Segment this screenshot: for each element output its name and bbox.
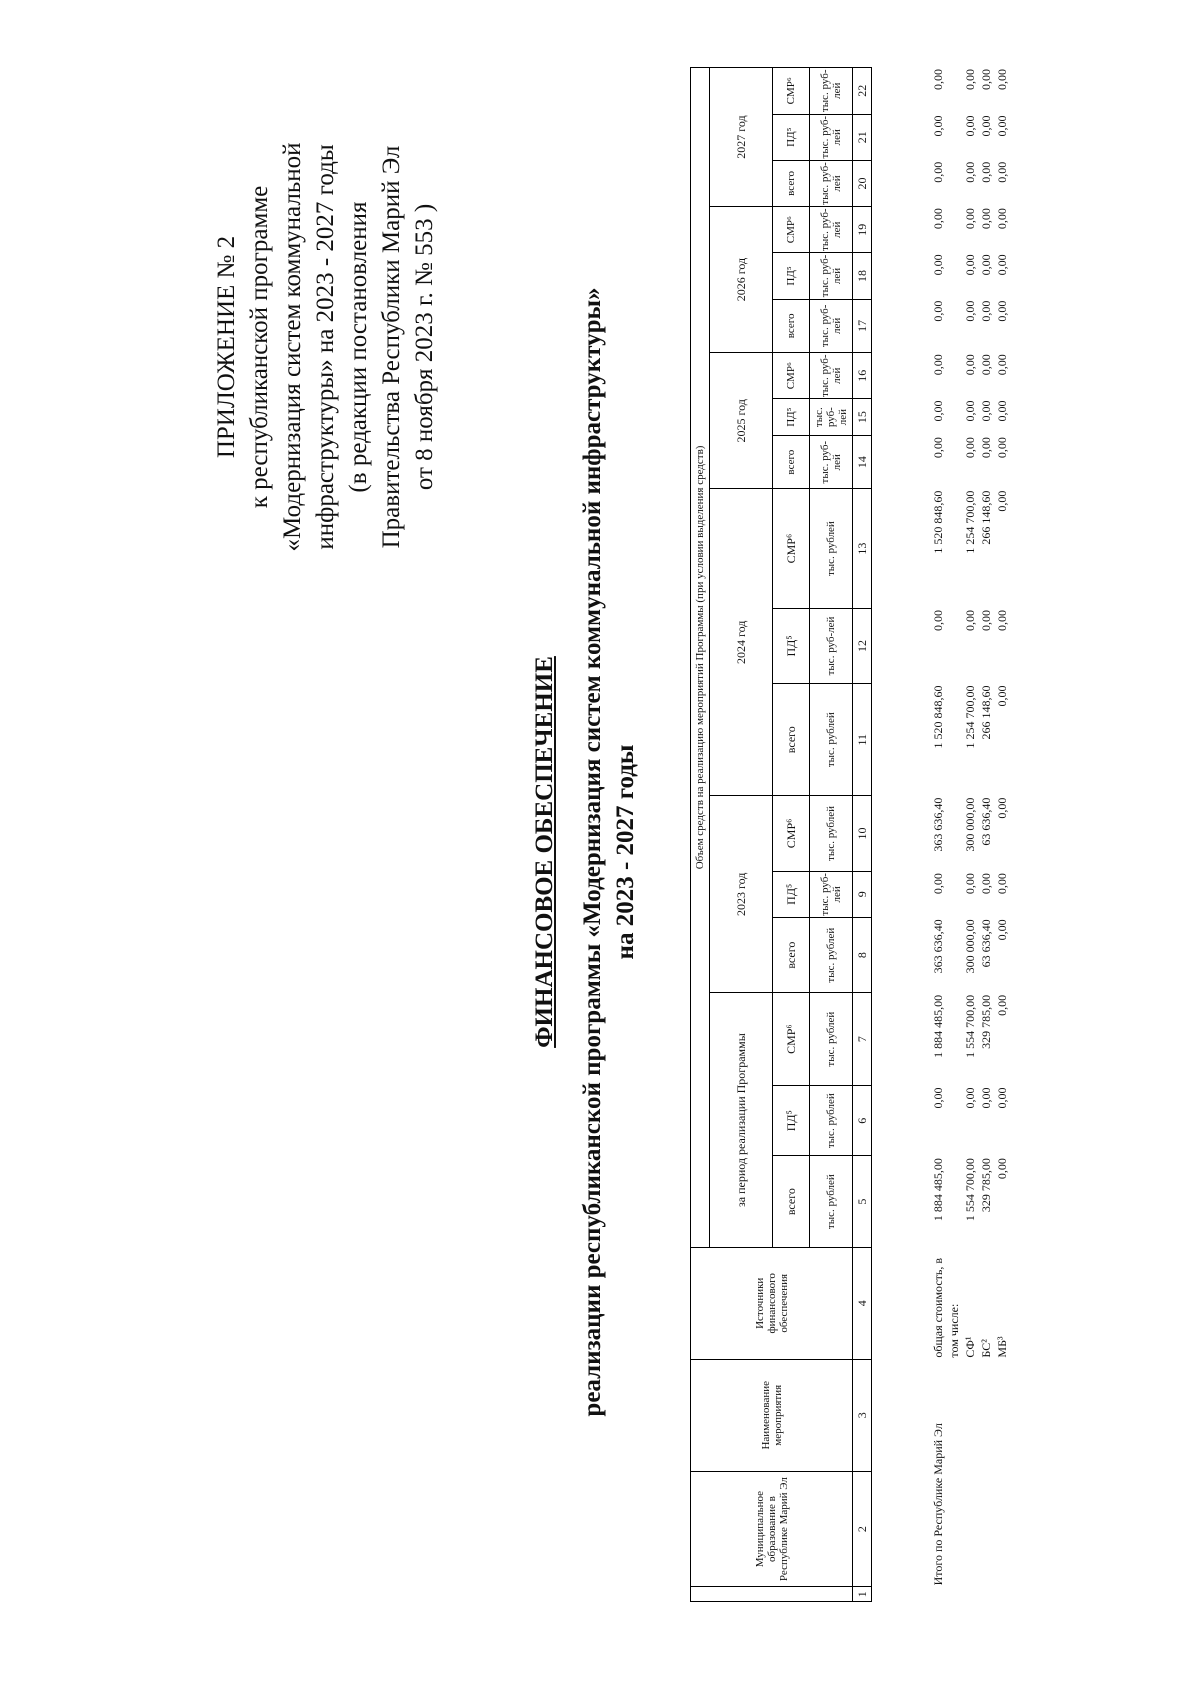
- cell-value: 0,00: [995, 208, 1009, 230]
- column-numbers-row: [853, 68, 872, 1602]
- title-years: на 2023 - 2027 годы: [612, 744, 639, 960]
- cell-value: 0,00: [931, 610, 945, 632]
- header-unit: тыс. руб-лей: [810, 608, 853, 683]
- column-number: 8: [853, 917, 872, 992]
- cell-value: 1 520 848,60: [931, 490, 945, 554]
- row-source: БС²: [979, 1339, 993, 1358]
- cell-value: 0,00: [963, 300, 977, 322]
- cell-value: 266 148,60: [979, 490, 993, 545]
- header-pd: ПД⁵: [773, 253, 810, 299]
- cell-value: 0,00: [995, 797, 1009, 819]
- table-row: [962, 67, 978, 1602]
- header-pd: ПД⁵: [773, 114, 810, 160]
- header-unit: тыс. руб-лей: [810, 353, 853, 399]
- cell-value: 0,00: [931, 300, 945, 322]
- cell-value: 0,00: [979, 400, 993, 422]
- cell-value: 1 884 485,00: [931, 994, 945, 1058]
- column-number: 6: [853, 1085, 872, 1156]
- header-year-2024: 2024 год: [710, 489, 773, 796]
- column-number: 14: [853, 435, 872, 489]
- column-number: 11: [853, 684, 872, 796]
- header-unit: тыс. руб-лей: [810, 435, 853, 489]
- appendix-line: к республиканской программе: [246, 185, 273, 509]
- cell-value: 0,00: [931, 437, 945, 459]
- header-funding-sources: Источники финансового обеспечения: [691, 1247, 853, 1359]
- cell-value: 0,00: [931, 161, 945, 183]
- cell-value: 0,00: [931, 254, 945, 276]
- cell-value: 0,00: [979, 254, 993, 276]
- cell-value: 0,00: [979, 161, 993, 183]
- header-pd: ПД⁵: [773, 608, 810, 683]
- cell-value: 0,00: [979, 300, 993, 322]
- appendix-line: «Модернизация систем коммунальной: [279, 142, 306, 552]
- cell-value: 0,00: [963, 1087, 977, 1109]
- column-number: 22: [853, 68, 872, 115]
- column-number: 4: [853, 1247, 872, 1359]
- column-number: 18: [853, 253, 872, 299]
- cell-value: 0,00: [979, 437, 993, 459]
- cell-value: 0,00: [979, 354, 993, 376]
- document-title: [528, 227, 642, 1477]
- cell-value: 0,00: [995, 873, 1009, 895]
- column-number: 3: [853, 1359, 872, 1471]
- column-number: 9: [853, 871, 872, 917]
- header-smr: СМР⁶: [773, 353, 810, 399]
- column-number: 7: [853, 993, 872, 1086]
- header-unit: тыс. руб-лей: [810, 299, 853, 353]
- appendix-line: ПРИЛОЖЕНИЕ № 2: [213, 235, 240, 459]
- column-number: 13: [853, 489, 872, 608]
- cell-value: 0,00: [963, 400, 977, 422]
- column-number: 10: [853, 796, 872, 871]
- cell-value: 1 254 700,00: [963, 685, 977, 749]
- cell-value: 0,00: [995, 610, 1009, 632]
- cell-value: 0,00: [995, 919, 1009, 941]
- appendix-line: (в редакции постановления: [345, 201, 372, 493]
- appendix-line: от 8 ноября 2023 г. № 553 ): [411, 203, 438, 491]
- cell-value: 329 785,00: [979, 994, 993, 1049]
- header-vsego: всего: [773, 1156, 810, 1247]
- cell-value: 0,00: [979, 873, 993, 895]
- header-smr: СМР⁶: [773, 796, 810, 871]
- cell-value: 300 000,00: [963, 919, 977, 974]
- cell-value: 0,00: [995, 69, 1009, 90]
- header-unit: тыс. рублей: [810, 993, 853, 1086]
- header-pd: ПД⁵: [773, 399, 810, 436]
- cell-value: 0,00: [995, 115, 1009, 137]
- header-unit: тыс. рублей: [810, 1085, 853, 1156]
- header-year-2025: 2025 год: [710, 353, 773, 489]
- column-number: 15: [853, 399, 872, 436]
- column-number: 1: [853, 1587, 872, 1602]
- row-name: Итого по Республике Марий Эл: [931, 1423, 945, 1586]
- header-unit: тыс. руб-лей: [810, 207, 853, 253]
- cell-value: 0,00: [979, 115, 993, 137]
- cell-value: 1 520 848,60: [931, 685, 945, 749]
- row-source: СФ¹: [963, 1336, 977, 1358]
- cell-value: 1 254 700,00: [963, 490, 977, 554]
- header-municipality: Муниципальное образование в Республике Марий Эл: [691, 1471, 853, 1587]
- cell-value: 0,00: [979, 1087, 993, 1109]
- table-row: [978, 67, 994, 1602]
- header-period: за период реализации Программы: [710, 993, 773, 1247]
- cell-value: 63 636,40: [979, 919, 993, 968]
- header-unit: тыс. рублей: [810, 796, 853, 871]
- cell-value: 0,00: [931, 1087, 945, 1109]
- cell-value: 0,00: [995, 1087, 1009, 1109]
- appendix-line: инфраструктуры» на 2023 - 2027 годы: [312, 144, 339, 550]
- cell-value: 266 148,60: [979, 685, 993, 740]
- cell-value: 0,00: [963, 437, 977, 459]
- cell-value: 0,00: [995, 994, 1009, 1016]
- header-vsego: всего: [773, 435, 810, 489]
- cell-value: 0,00: [931, 115, 945, 137]
- column-number: 5: [853, 1156, 872, 1247]
- title-main: ФИНАНСОВОЕ ОБЕСПЕЧЕНИЕ: [531, 656, 558, 1048]
- cell-value: 0,00: [963, 354, 977, 376]
- cell-value: 0,00: [995, 254, 1009, 276]
- column-number: 17: [853, 299, 872, 353]
- header-smr: СМР⁶: [773, 993, 810, 1086]
- header-col1: [691, 1587, 853, 1602]
- header-year-2023: 2023 год: [710, 796, 773, 993]
- cell-value: 0,00: [963, 254, 977, 276]
- header-unit: тыс. руб-лей: [810, 399, 853, 436]
- cell-value: 0,00: [963, 208, 977, 230]
- cell-value: 0,00: [995, 161, 1009, 183]
- table-row: [920, 67, 962, 1602]
- cell-value: 0,00: [963, 161, 977, 183]
- cell-value: 0,00: [963, 115, 977, 137]
- cell-value: 0,00: [995, 300, 1009, 322]
- header-unit: тыс. руб-лей: [810, 160, 853, 206]
- header-vsego: всего: [773, 299, 810, 353]
- column-number: 2: [853, 1471, 872, 1587]
- cell-value: 0,00: [963, 69, 977, 90]
- cell-value: 1 554 700,00: [963, 994, 977, 1058]
- cell-value: 363 636,40: [931, 797, 945, 852]
- header-unit: тыс. рублей: [810, 917, 853, 992]
- column-number: 19: [853, 207, 872, 253]
- cell-value: 0,00: [931, 400, 945, 422]
- column-number: 12: [853, 608, 872, 683]
- cell-value: 0,00: [931, 69, 945, 90]
- cell-value: 0,00: [979, 610, 993, 632]
- cell-value: 0,00: [995, 685, 1009, 707]
- header-vsego: всего: [773, 684, 810, 796]
- header-smr: СМР⁶: [773, 207, 810, 253]
- row-source: МБ³: [995, 1336, 1009, 1358]
- cell-value: 1 884 485,00: [931, 1158, 945, 1222]
- column-number: 21: [853, 114, 872, 160]
- header-unit: тыс. руб-лей: [810, 68, 853, 115]
- header-unit: тыс. рублей: [810, 489, 853, 608]
- header-year-2027: 2027 год: [710, 68, 773, 207]
- cell-value: 0,00: [963, 610, 977, 632]
- header-vsego: всего: [773, 160, 810, 206]
- cell-value: 0,00: [995, 490, 1009, 512]
- header-pd: ПД⁵: [773, 1085, 810, 1156]
- header-pd: ПД⁵: [773, 871, 810, 917]
- column-number: 20: [853, 160, 872, 206]
- header-unit: тыс. руб-лей: [810, 871, 853, 917]
- cell-value: 0,00: [979, 208, 993, 230]
- cell-value: 0,00: [995, 400, 1009, 422]
- header-smr: СМР⁶: [773, 489, 810, 608]
- cell-value: 1 554 700,00: [963, 1158, 977, 1222]
- cell-value: 0,00: [931, 208, 945, 230]
- cell-value: 363 636,40: [931, 919, 945, 974]
- header-unit: тыс. руб-лей: [810, 114, 853, 160]
- table-row: [994, 67, 1010, 1602]
- cell-value: 300 000,00: [963, 797, 977, 852]
- header-year-2026: 2026 год: [710, 207, 773, 353]
- header-unit: тыс. рублей: [810, 684, 853, 796]
- cell-value: 0,00: [931, 873, 945, 895]
- title-subtitle: реализации республиканской программы «Модернизация систем коммунальной инфраструктуры»: [579, 287, 606, 1417]
- row-source: общая стоимость, в том числе:: [931, 1257, 961, 1358]
- appendix-line: Правительства Республики Марий Эл: [378, 145, 405, 549]
- header-volume: Объем средств на реализацию мероприятий Программы (при условии выделения средств): [691, 68, 710, 1248]
- header-vsego: всего: [773, 917, 810, 992]
- cell-value: 0,00: [931, 354, 945, 376]
- financing-table-header: [690, 67, 872, 1602]
- header-unit: тыс. рублей: [810, 1156, 853, 1247]
- cell-value: 329 785,00: [979, 1158, 993, 1213]
- appendix-block: [210, 87, 441, 607]
- financing-table-body: [920, 67, 1010, 1602]
- cell-value: 0,00: [995, 1158, 1009, 1180]
- cell-value: 0,00: [963, 873, 977, 895]
- cell-value: 0,00: [995, 437, 1009, 459]
- cell-value: 0,00: [995, 354, 1009, 376]
- cell-value: 0,00: [979, 69, 993, 90]
- column-number: 16: [853, 353, 872, 399]
- header-unit: тыс. руб-лей: [810, 253, 853, 299]
- header-smr: СМР⁶: [773, 68, 810, 115]
- cell-value: 63 636,40: [979, 797, 993, 846]
- header-event-name: Наименование мероприятия: [691, 1359, 853, 1471]
